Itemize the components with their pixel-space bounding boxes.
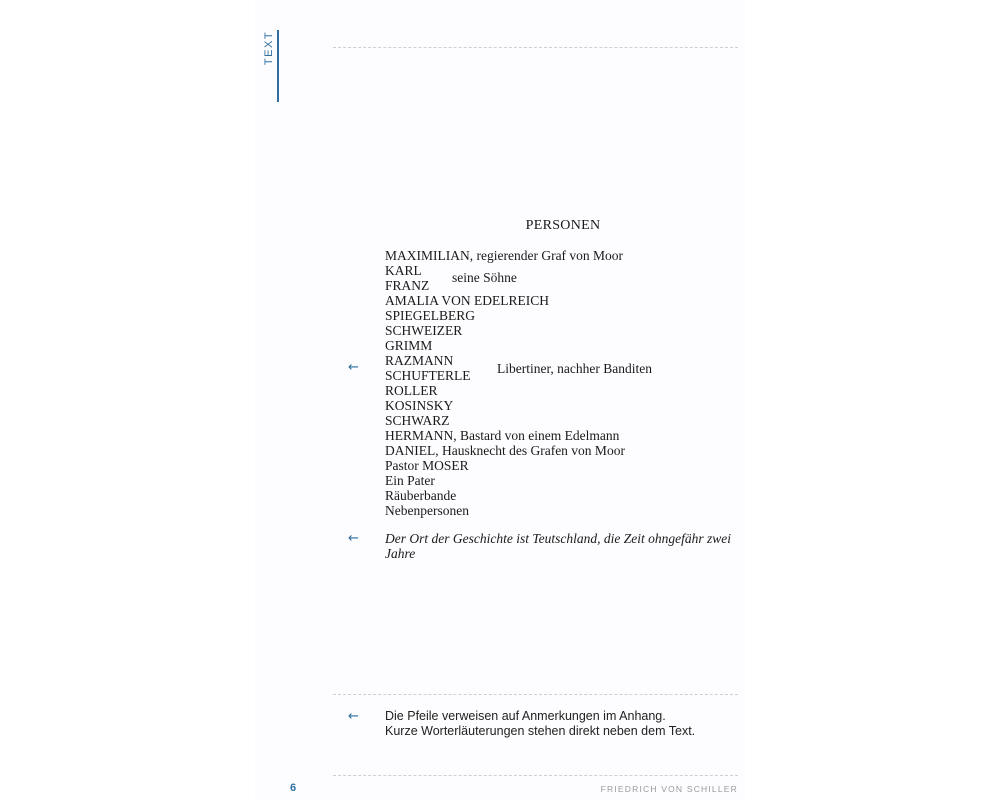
annotation-arrow-icon[interactable]: ←	[348, 531, 359, 546]
footnote-line: Kurze Worterläuterungen stehen direkt neben dem Text.	[385, 724, 696, 738]
top-divider	[333, 47, 738, 48]
footnote-divider	[333, 694, 738, 695]
cast-item: KARL	[385, 263, 422, 278]
cast-item: Nebenpersonen	[385, 503, 469, 518]
page-number: 6	[290, 782, 297, 794]
cast-item: SCHUFTERLE	[385, 368, 471, 383]
cast-item: MAXIMILIAN, regierender Graf von Moor	[385, 248, 624, 263]
running-footer: FRIEDRICH VON SCHILLER	[600, 784, 738, 794]
page-title: PERSONEN	[525, 218, 601, 233]
cast-item: GRIMM	[385, 338, 433, 353]
cast-item: SPIEGELBERG	[385, 308, 476, 323]
cast-item: HERMANN, Bastard von einem Edelmann	[385, 428, 620, 443]
cast-item: Räuberbande	[385, 488, 457, 503]
cast-list	[385, 248, 625, 518]
cast-item: DANIEL, Hausknecht des Grafen von Moor	[385, 443, 625, 458]
sons-note: seine Söhne	[452, 270, 517, 285]
bandits-note: Libertiner, nachher Banditen	[497, 361, 653, 376]
annotation-arrow-icon[interactable]: ←	[348, 360, 359, 375]
footnote-arrow-icon: ←	[348, 709, 359, 724]
bottom-divider	[333, 775, 738, 776]
footnote-line: Die Pfeile verweisen auf Anmerkungen im Anhang.	[385, 709, 666, 723]
cast-item: Ein Pater	[385, 473, 435, 488]
section-tab-label: TEXT	[263, 30, 275, 66]
cast-item: SCHWEIZER	[385, 323, 463, 338]
cast-item: AMALIA VON EDELREICH	[385, 293, 549, 308]
section-tab-bar	[277, 30, 279, 102]
setting-note: Der Ort der Geschichte ist Teutschland, die Zeit ohngefähr zwei Jahre	[385, 531, 731, 561]
footnote	[385, 709, 695, 739]
cast-item: Pastor MOSER	[385, 458, 469, 473]
section-tab	[259, 30, 279, 72]
cast-item: KOSINSKY	[385, 398, 454, 413]
cast-item: ROLLER	[385, 383, 438, 398]
cast-item: RAZMANN	[385, 353, 454, 368]
cast-item: SCHWARZ	[385, 413, 450, 428]
cast-item: FRANZ	[385, 278, 430, 293]
